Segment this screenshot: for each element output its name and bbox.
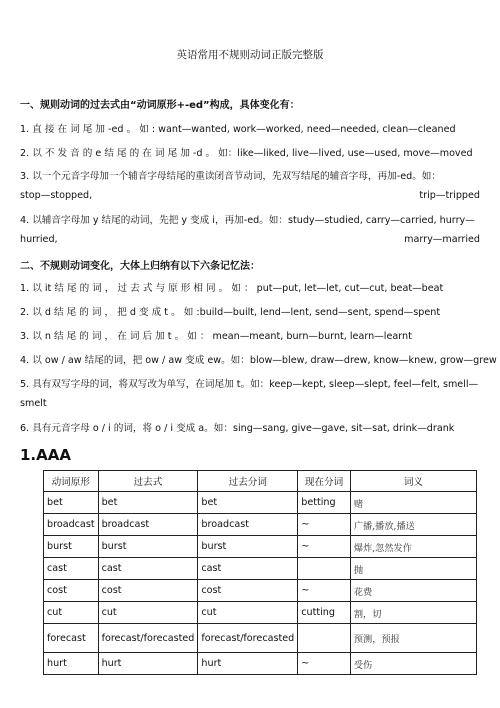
cell-base: cast <box>44 558 99 580</box>
table-row <box>44 492 477 514</box>
document-title: 英语常用不规则动词正版完整版 <box>176 49 324 61</box>
cell-meaning: 抛 <box>350 558 476 580</box>
table-row <box>44 514 477 536</box>
cell-meaning: 割，切 <box>350 602 476 624</box>
header-past-participle: 过去分词 <box>198 471 298 492</box>
cell-meaning: 花费 <box>350 580 476 602</box>
cell-present: ~ <box>298 653 351 675</box>
cell-base: cut <box>44 602 99 624</box>
cell-participle: cut <box>198 602 298 624</box>
cell-present: betting <box>298 492 351 514</box>
rule3-example-left: stop—stopped, <box>20 190 93 201</box>
table-row <box>44 653 477 675</box>
section1-rule3-examples <box>20 190 480 201</box>
cell-participle: broadcast <box>198 514 298 536</box>
section1-heading: 一、规则动词的过去式由“动词原形+-ed”构成，具体变化有： <box>20 100 300 111</box>
cell-present: ~ <box>298 580 351 602</box>
cell-past: cost <box>98 580 198 602</box>
cell-base: bet <box>44 492 99 514</box>
section2-rule1: 1. 以 it 结 尾 的 词 ， 过 去 式 与 原 形 相 同 。 如 ： put—put, let—let, cut—cut, beat—beat <box>20 283 444 294</box>
cell-present <box>298 624 351 653</box>
cell-participle: forecast/forecasted <box>198 624 298 653</box>
header-base-form: 动词原形 <box>44 471 99 492</box>
cell-meaning: 爆炸,忽然发作 <box>350 536 476 558</box>
section1-rule4: 4. 以辅音字母加 y 结尾的动词，先把 y 变成 i，再加-ed。如：study—studied, carry—carried, hurry— <box>20 215 475 226</box>
cell-participle: cost <box>198 580 298 602</box>
section2-heading: 二、不规则动词变化，大体上归纳有以下六条记忆法： <box>20 261 260 272</box>
cell-base: hurt <box>44 653 99 675</box>
section2-rule4: 4. 以 ow / aw 结尾的词，把 ow / aw 变成 ew。如：blow—blew, draw—drew, know—knew, grow—grew <box>20 355 497 366</box>
cell-base: broadcast <box>44 514 99 536</box>
section1-rule3: 3. 以一个元音字母加一个辅音字母结尾的重读闭音节动词，先双写结尾的辅音字母，再加-ed。如： <box>20 171 441 182</box>
table-header-row <box>44 471 477 492</box>
section2-rule6: 6. 具有元音字母 o / i 的词，将 o / i 变成 a。如：sing—sang, give—gave, sit—sat, drink—drank <box>20 423 455 434</box>
cell-participle: cast <box>198 558 298 580</box>
rule4-example-right: marry—married <box>404 234 480 245</box>
cell-meaning: 预测，预报 <box>350 624 476 653</box>
cell-past: hurt <box>98 653 198 675</box>
cell-past: cut <box>98 602 198 624</box>
section1-rule4-examples <box>20 234 480 245</box>
table-row <box>44 580 477 602</box>
cell-meaning: 受伤 <box>350 653 476 675</box>
header-present-participle: 现在分词 <box>298 471 351 492</box>
rule4-example-left: hurried, <box>20 234 58 245</box>
section2-rule5-cont: smelt <box>20 398 47 409</box>
table-row <box>44 624 477 653</box>
rule3-example-right: trip—tripped <box>419 190 480 201</box>
verb-table <box>43 470 477 675</box>
cell-past: broadcast <box>98 514 198 536</box>
section2-rule5: 5. 具有双写字母的词，将双写改为单写，在词尾加 t。如：keep—kept, sleep—slept, feel—felt, smell— <box>20 379 479 390</box>
cell-present <box>298 558 351 580</box>
section2-rule2: 2. 以 d 结 尾 的 词 ， 把 d 变 成 t 。 如 :build—built, lend—lent, send—sent, spend—spent <box>20 307 441 318</box>
cell-past: forecast/forecasted <box>98 624 198 653</box>
header-past-tense: 过去式 <box>98 471 198 492</box>
cell-meaning: 赌 <box>350 492 476 514</box>
cell-present: ~ <box>298 536 351 558</box>
cell-past: burst <box>98 536 198 558</box>
section1-rule2: 2. 以 不 发 音 的 e 结 尾 的 在 词 尾 加 -d 。 如：like—liked, live—lived, use—used, move—moved <box>20 148 473 159</box>
cell-participle: bet <box>198 492 298 514</box>
cell-base: cost <box>44 580 99 602</box>
cell-base: burst <box>44 536 99 558</box>
header-meaning: 词义 <box>350 471 476 492</box>
table-row <box>44 558 477 580</box>
section2-rule3: 3. 以 n 结 尾 的 词 ， 在 词 后 加 t 。 如 ： mean—meant, burn—burnt, learn—learnt <box>20 331 412 342</box>
cell-present: cutting <box>298 602 351 624</box>
cell-participle: burst <box>198 536 298 558</box>
cell-meaning: 广播,播放,播送 <box>350 514 476 536</box>
cell-base: forecast <box>44 624 99 653</box>
cell-past: cast <box>98 558 198 580</box>
cell-participle: hurt <box>198 653 298 675</box>
section1-rule1: 1. 直 接 在 词 尾 加 -ed 。 如 : want—wanted, work—worked, need—needed, clean—cleaned <box>20 124 456 135</box>
cell-present: ~ <box>298 514 351 536</box>
table-row <box>44 536 477 558</box>
cell-past: bet <box>98 492 198 514</box>
table-heading: 1.AAA <box>20 446 71 464</box>
table-row <box>44 602 477 624</box>
